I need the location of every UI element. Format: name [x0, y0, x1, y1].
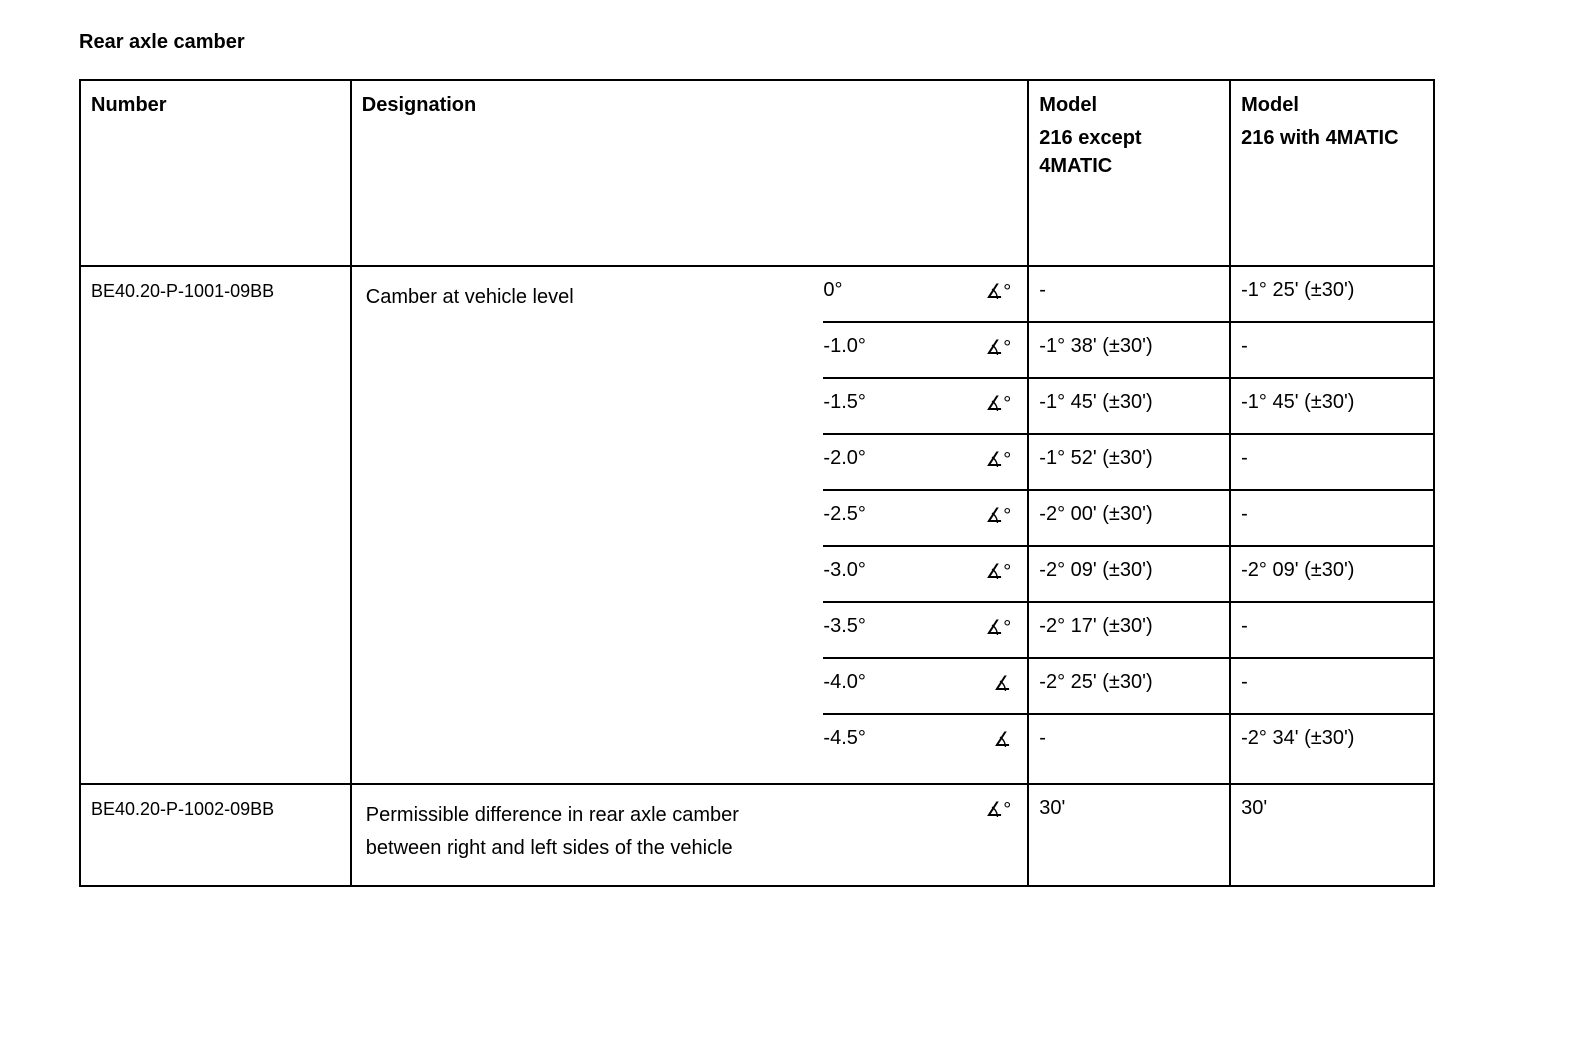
row2-angle [823, 784, 1028, 886]
value-model-b: -2° 09' (±30') [1230, 546, 1434, 602]
value-model-a: -1° 52' (±30') [1028, 434, 1230, 490]
page-title: Rear axle camber [79, 31, 245, 53]
sub-level [823, 434, 1028, 490]
row1-number: BE40.20-P-1001-09BB [80, 266, 351, 784]
level-value: -2.0° [823, 447, 866, 469]
header-model-b: Model 216 with 4MATIC [1230, 80, 1434, 266]
angle-icon: ∡° [985, 281, 1012, 303]
level-value: -2.5° [823, 503, 866, 525]
sub-level [823, 714, 1028, 784]
value-model-a: -1° 38' (±30') [1028, 322, 1230, 378]
value-model-b: -2° 34' (±30') [1230, 714, 1434, 784]
angle-icon: ∡ [993, 673, 1012, 695]
row2-number: BE40.20-P-1002-09BB [80, 784, 351, 886]
level-value: -3.0° [823, 559, 866, 581]
table-row [80, 784, 1434, 886]
value-model-b: -1° 25' (±30') [1230, 266, 1434, 322]
angle-icon: ∡° [985, 561, 1012, 583]
sub-level [823, 378, 1028, 434]
level-value: -4.0° [823, 671, 866, 693]
angle-icon: ∡ [993, 729, 1012, 751]
value-model-b: - [1230, 322, 1434, 378]
row1-designation: Camber at vehicle level [351, 266, 824, 784]
header-model-a: Model 216 except 4MATIC [1028, 80, 1230, 266]
row2-value-model-b: 30' [1230, 784, 1434, 886]
level-value: -1.0° [823, 335, 866, 357]
value-model-a: - [1028, 266, 1230, 322]
row2-designation: Permissible difference in rear axle camber between right and left sides of the vehicle [351, 784, 824, 886]
value-model-a: -1° 45' (±30') [1028, 378, 1230, 434]
level-value: 0° [823, 279, 843, 301]
value-model-a: - [1028, 714, 1230, 784]
value-model-a: -2° 09' (±30') [1028, 546, 1230, 602]
value-model-a: -2° 25' (±30') [1028, 658, 1230, 714]
level-value: -4.5° [823, 727, 866, 749]
angle-icon: ∡° [985, 617, 1012, 639]
value-model-a: -2° 17' (±30') [1028, 602, 1230, 658]
table-row [80, 266, 1434, 322]
angle-icon: ∡° [985, 393, 1012, 415]
angle-icon: ∡° [985, 337, 1012, 359]
header-designation: Designation [351, 80, 1029, 266]
table-header-row [80, 80, 1434, 266]
sub-level [823, 266, 1028, 322]
angle-icon: ∡° [985, 505, 1012, 527]
level-value: -3.5° [823, 615, 866, 637]
sub-level [823, 322, 1028, 378]
sub-level [823, 658, 1028, 714]
value-model-b: - [1230, 434, 1434, 490]
row2-value-model-a: 30' [1028, 784, 1230, 886]
header-number: Number [80, 80, 351, 266]
value-model-b: - [1230, 658, 1434, 714]
sub-level [823, 546, 1028, 602]
angle-icon: ∡° [985, 799, 1012, 821]
value-model-b: - [1230, 602, 1434, 658]
value-model-b: - [1230, 490, 1434, 546]
sub-level [823, 602, 1028, 658]
level-value: -1.5° [823, 391, 866, 413]
rear-axle-camber-table [79, 79, 1435, 887]
value-model-b: -1° 45' (±30') [1230, 378, 1434, 434]
value-model-a: -2° 00' (±30') [1028, 490, 1230, 546]
angle-icon: ∡° [985, 449, 1012, 471]
sub-level [823, 490, 1028, 546]
